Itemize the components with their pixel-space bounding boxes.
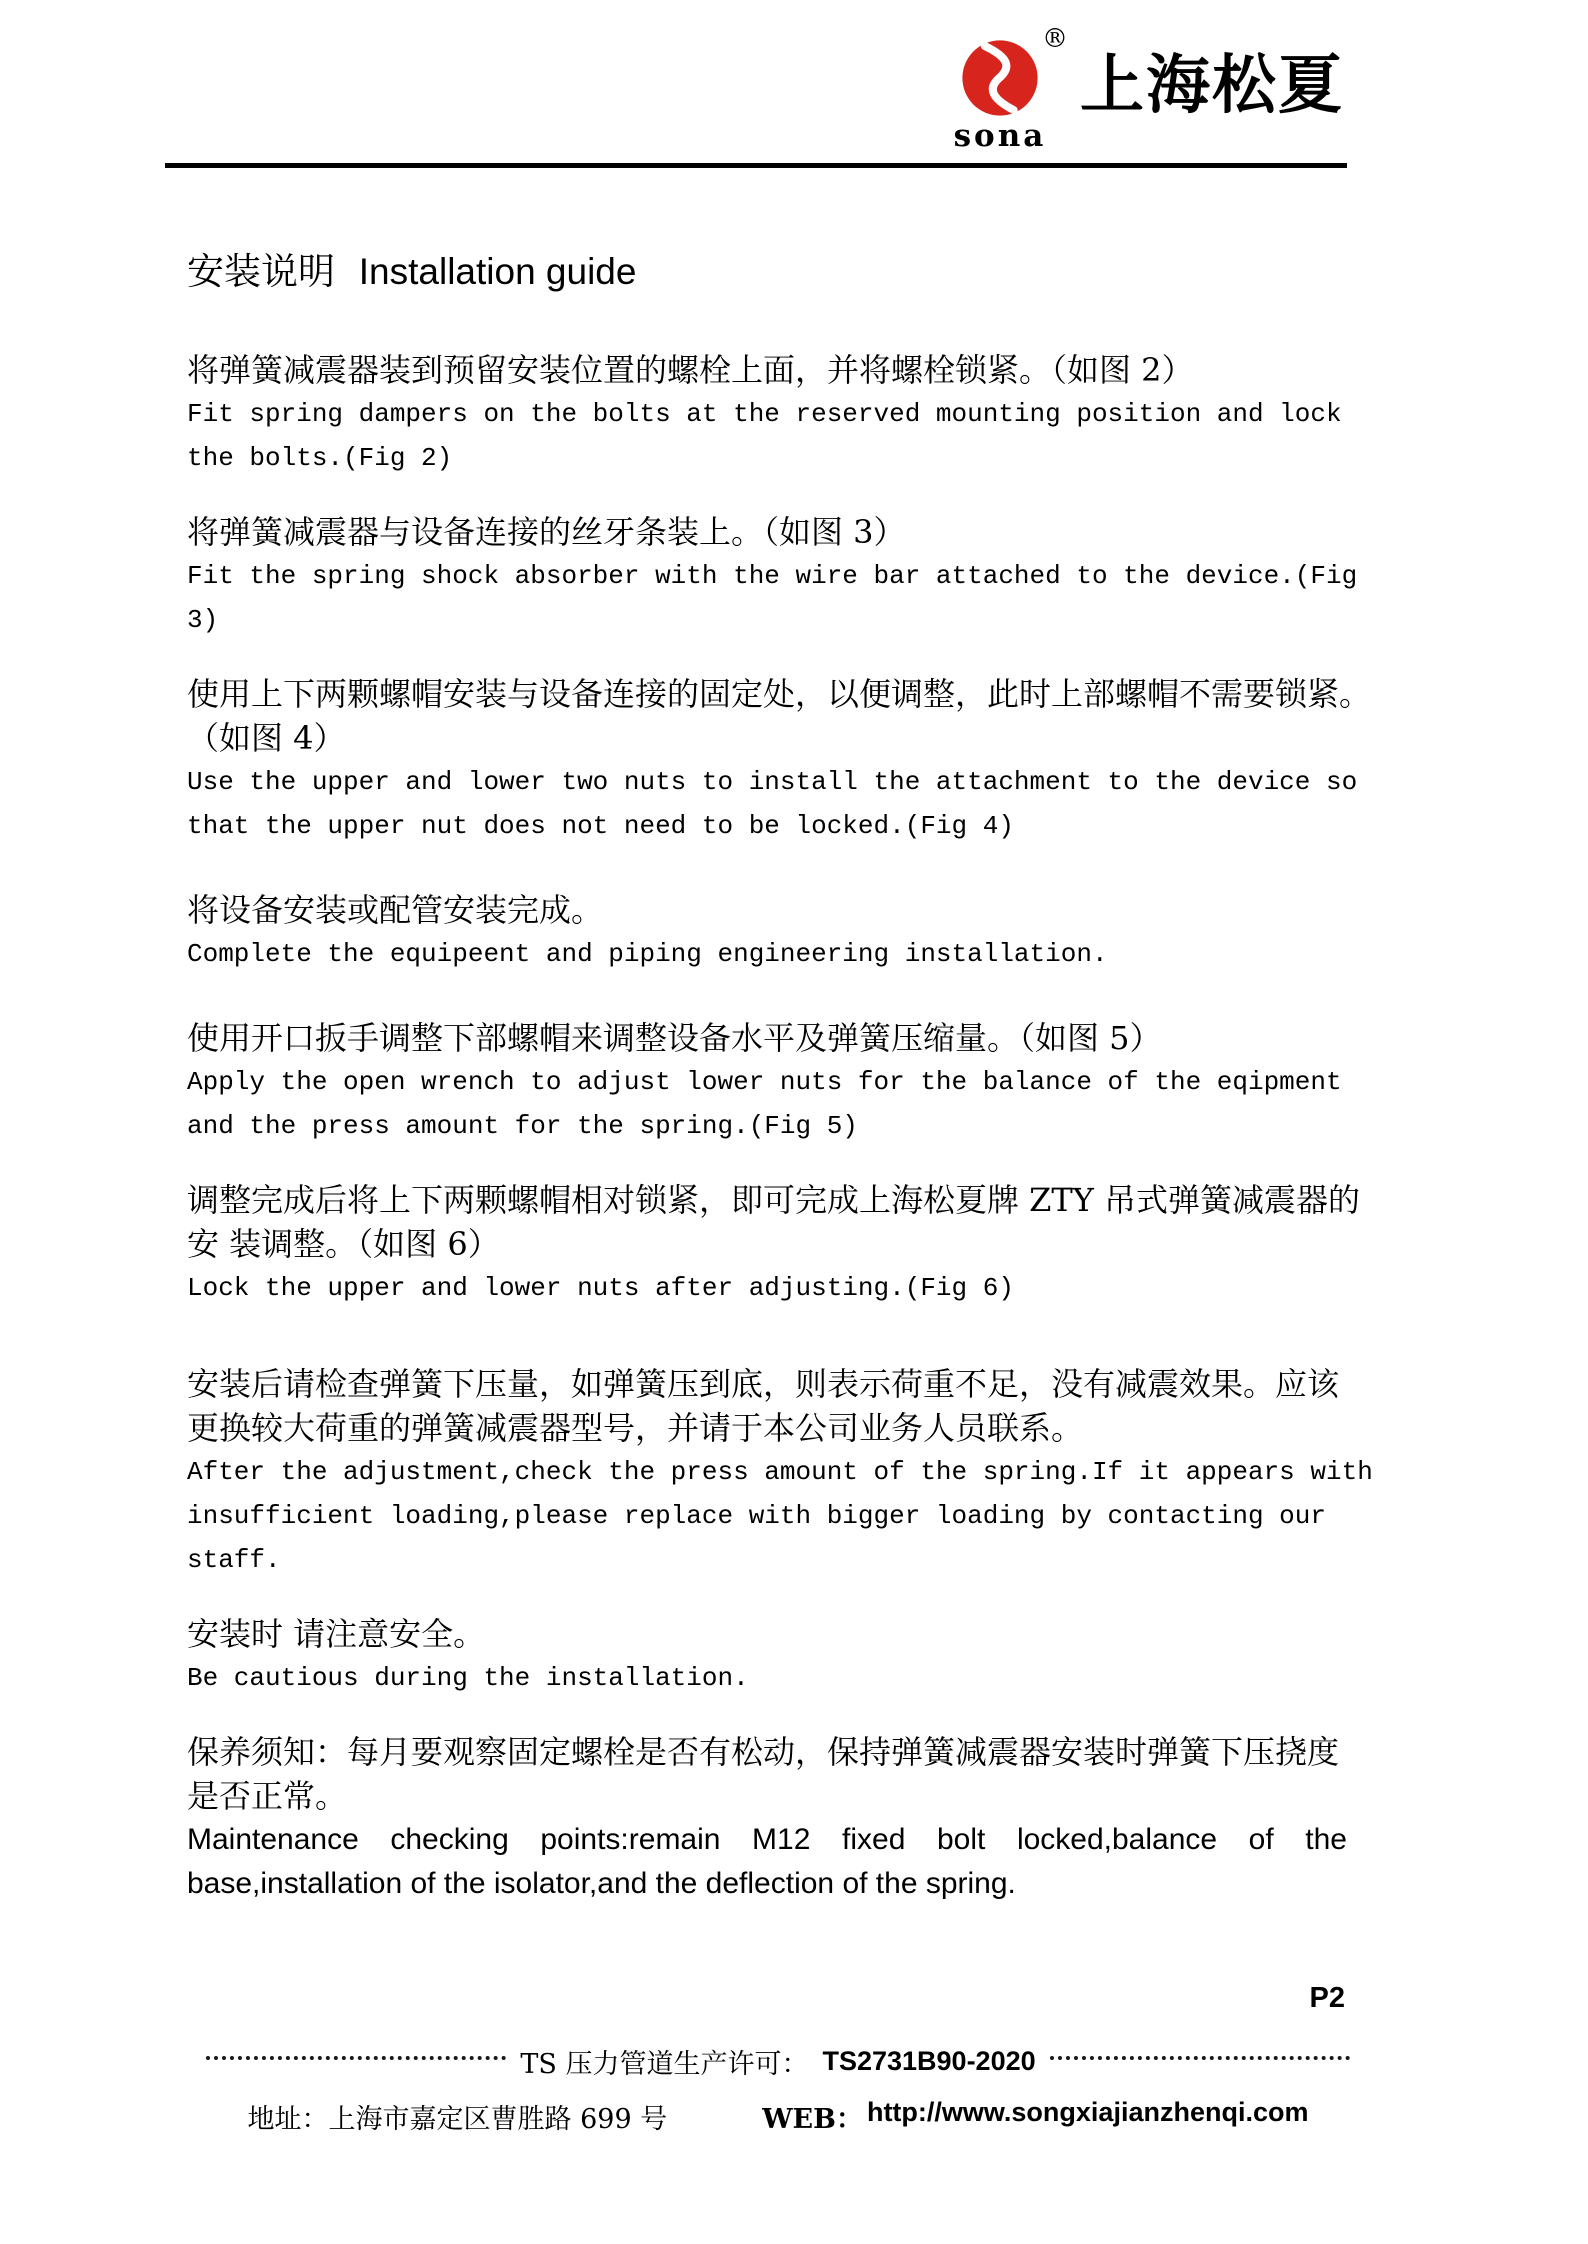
dotted-leader-left	[206, 2056, 506, 2060]
company-logo	[946, 24, 1068, 154]
paragraph-line: After the adjustment,check the press amount of the spring.If it appears with	[187, 1457, 1373, 1487]
web-label: WEB：	[762, 2104, 863, 2135]
paragraph-line: 保养须知：每月要观察固定螺栓是否有松动，保持弹簧减震器安装时弹簧下压挠度	[187, 1733, 1340, 1771]
paragraph-line: 更换较大荷重的弹簧减震器型号，并请于本公司业务人员联系。	[187, 1409, 1084, 1447]
paragraph-line: Apply the open wrench to adjust lower nuts for the balance of the eqipment	[187, 1067, 1342, 1097]
paragraph-line: Fit spring dampers on the bolts at the reserved mounting position and lock	[187, 399, 1342, 429]
paragraph-line: 使用上下两颗螺帽安装与设备连接的固定处，以便调整，此时上部螺帽不需要锁紧。	[187, 675, 1372, 713]
paragraph-line: Be cautious during the installation.	[187, 1663, 749, 1693]
paragraph-line: and the press amount for the spring.(Fig 5)	[187, 1111, 858, 1141]
dotted-leader-right	[1050, 2056, 1350, 2060]
paragraph-line: Fit the spring shock absorber with the wire bar attached to the device.(Fig	[187, 561, 1358, 591]
paragraph-line: 3)	[187, 605, 219, 635]
paragraph	[187, 510, 1358, 642]
content	[187, 248, 1373, 1936]
footer-license-line	[206, 2042, 1350, 2081]
paragraph-line: insufficient loading,please replace with bigger loading by contacting our	[187, 1501, 1326, 1531]
license-number: TS2731B90-2020	[822, 2046, 1036, 2076]
paragraph-line: 调整完成后将上下两颗螺帽相对锁紧，即可完成上海松夏牌 ZTY 吊式弹簧减震器的	[187, 1181, 1361, 1219]
paragraph-line: that the upper nut does not need to be locked.(Fig 4)	[187, 811, 1014, 841]
paragraph-line: Use the upper and lower two nuts to install the attachment to the device so	[187, 767, 1358, 797]
paragraph	[187, 1016, 1347, 1148]
page-title	[187, 248, 1347, 296]
paragraph-line: base,installation of the isolator,and the deflection of the spring.	[187, 1867, 1016, 1900]
paragraph-line: the bolts.(Fig 2)	[187, 443, 453, 473]
paragraph	[187, 1730, 1347, 1906]
header-divider	[165, 163, 1347, 168]
paragraph-line: 使用开口扳手调整下部螺帽来调整设备水平及弹簧压缩量。（如图 5）	[187, 1019, 1162, 1057]
paragraph-line: 安装时 请注意安全。	[187, 1615, 486, 1653]
footer	[206, 2042, 1350, 2136]
web-url: http://www.songxiajianzhenqi.com	[866, 2097, 1309, 2127]
paragraph-line: 安装后请检查弹簧下压量，如弹簧压到底，则表示荷重不足，没有减震效果。应该	[187, 1365, 1340, 1403]
paragraph-line: 将弹簧减震器与设备连接的丝牙条装上。（如图 3）	[187, 513, 906, 551]
footer-contact-line	[206, 2097, 1350, 2136]
page-number: P2	[1309, 1982, 1345, 2014]
paragraph	[187, 348, 1347, 480]
paragraph-line: staff.	[187, 1545, 281, 1575]
paragraph	[187, 672, 1372, 848]
paragraph-line: Lock the upper and lower nuts after adjusting.(Fig 6)	[187, 1273, 1014, 1303]
website	[762, 2097, 1308, 2136]
paragraph-line: Complete the equipeent and piping engineering installation.	[187, 939, 1108, 969]
brand-name: 上海松夏	[1080, 49, 1344, 123]
header	[0, 26, 1344, 153]
paragraph-line: 将设备安装或配管安装完成。	[187, 891, 604, 929]
paragraph-line: 安 装调整。（如图 6）	[187, 1225, 500, 1263]
company-address: 地址：上海市嘉定区曹胜路 699 号	[247, 2104, 668, 2135]
registered-trademark-icon: ®	[1042, 24, 1068, 54]
page-title-en: Installation guide	[358, 251, 637, 292]
logo-wordmark: sona	[953, 118, 1047, 154]
page-title-zh: 安装说明	[187, 250, 335, 293]
paragraph	[187, 888, 1347, 976]
paragraphs	[187, 348, 1373, 1906]
paragraph-line: Maintenance checking points:remain M12 fixed bolt locked,balance of the	[187, 1823, 1347, 1856]
sona-logo-icon	[960, 38, 1040, 118]
paragraph-line: 是否正常。	[187, 1777, 348, 1815]
paragraph-line: 将弹簧减震器装到预留安装位置的螺栓上面，并将螺栓锁紧。（如图 2）	[187, 351, 1194, 389]
paragraph-line: （如图 4）	[187, 719, 346, 757]
license-label: TS 压力管道生产许可：	[520, 2049, 809, 2080]
paragraph	[187, 1362, 1373, 1582]
paragraph	[187, 1178, 1361, 1310]
paragraph	[187, 1612, 1347, 1700]
